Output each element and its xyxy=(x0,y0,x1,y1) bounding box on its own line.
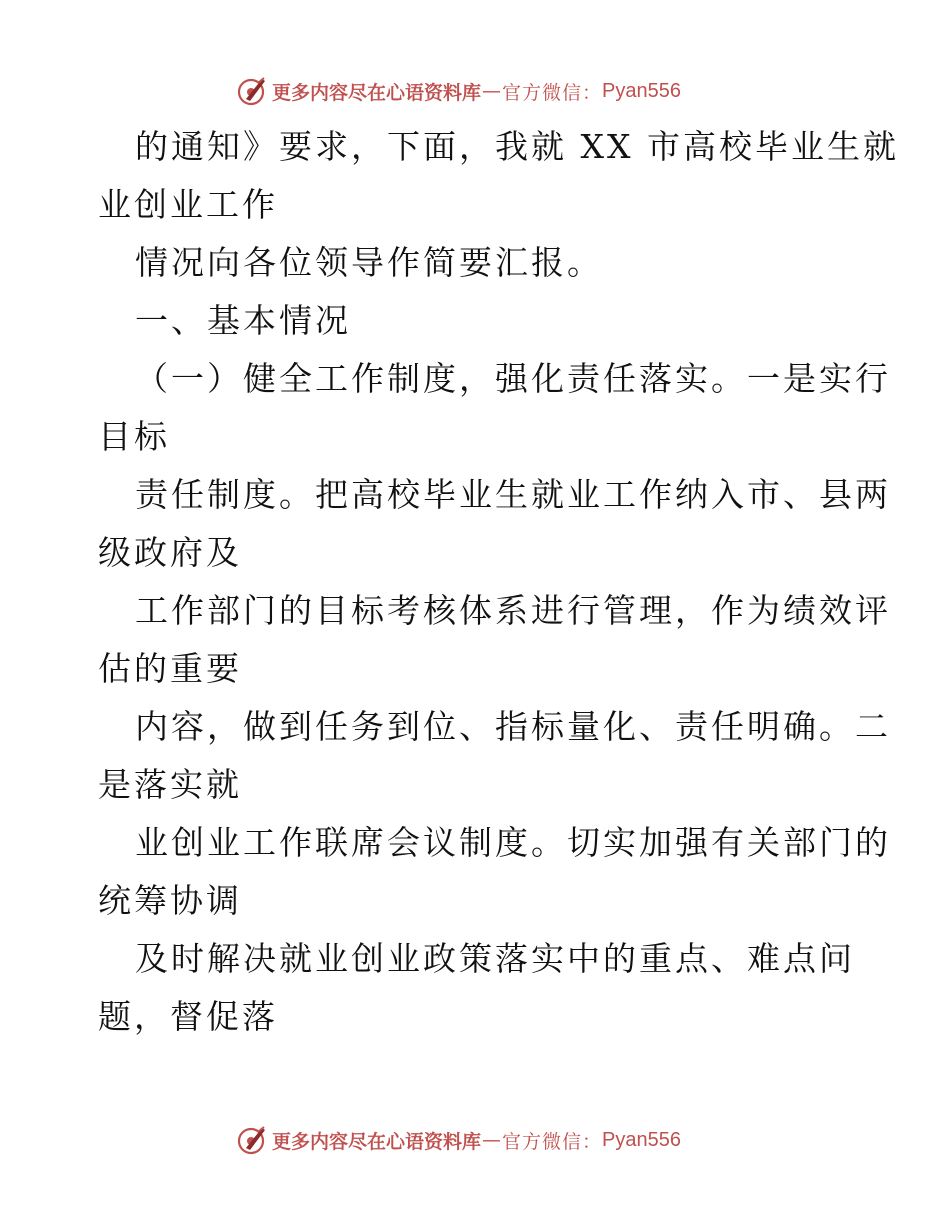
header-banner xyxy=(236,74,681,108)
text-line: 责任制度。把高校毕业生就业工作纳入市、县两 xyxy=(135,475,891,514)
text-line: 的通知》要求，下面，我就 XX 市高校毕业生就 xyxy=(135,127,899,166)
text-line: 内容，做到任务到位、指标量化、责任明确。二 xyxy=(135,707,891,746)
text-line: 情况向各位领导作简要汇报。 xyxy=(135,243,603,282)
quill-pen-seal-icon xyxy=(236,75,268,107)
text-line: 及时解决就业创业政策落实中的重点、难点问 xyxy=(135,939,855,978)
section-heading: 一、基本情况 xyxy=(135,301,351,340)
document-body xyxy=(98,118,899,1046)
banner-contact-label: 官方微信： xyxy=(502,81,603,104)
text-line: （一）健全工作制度，强化责任落实。一是实行 xyxy=(135,359,891,398)
banner-text: 更多内容尽在心语资料库 xyxy=(272,1130,482,1153)
banner-dash: — xyxy=(482,80,502,102)
text-line: 是落实就 xyxy=(98,765,242,804)
banner-contact-label: 官方微信： xyxy=(502,1130,603,1153)
text-line: 统筹协调 xyxy=(98,881,242,920)
quill-pen-seal-icon xyxy=(236,1124,268,1156)
text-line: 估的重要 xyxy=(98,649,242,688)
text-line: 业创业工作 xyxy=(98,185,278,224)
text-line: 工作部门的目标考核体系进行管理，作为绩效评 xyxy=(135,591,891,630)
banner-contact-id: Pyan556 xyxy=(602,1128,681,1151)
banner-text: 更多内容尽在心语资料库 xyxy=(272,81,482,104)
text-line: 目标 xyxy=(98,417,170,456)
text-line: 业创业工作联席会议制度。切实加强有关部门的 xyxy=(135,823,891,862)
banner-dash: — xyxy=(482,1129,502,1151)
footer-banner xyxy=(236,1123,681,1157)
text-line: 级政府及 xyxy=(98,533,242,572)
text-line: 题，督促落 xyxy=(98,997,278,1036)
banner-contact-id: Pyan556 xyxy=(602,79,681,102)
